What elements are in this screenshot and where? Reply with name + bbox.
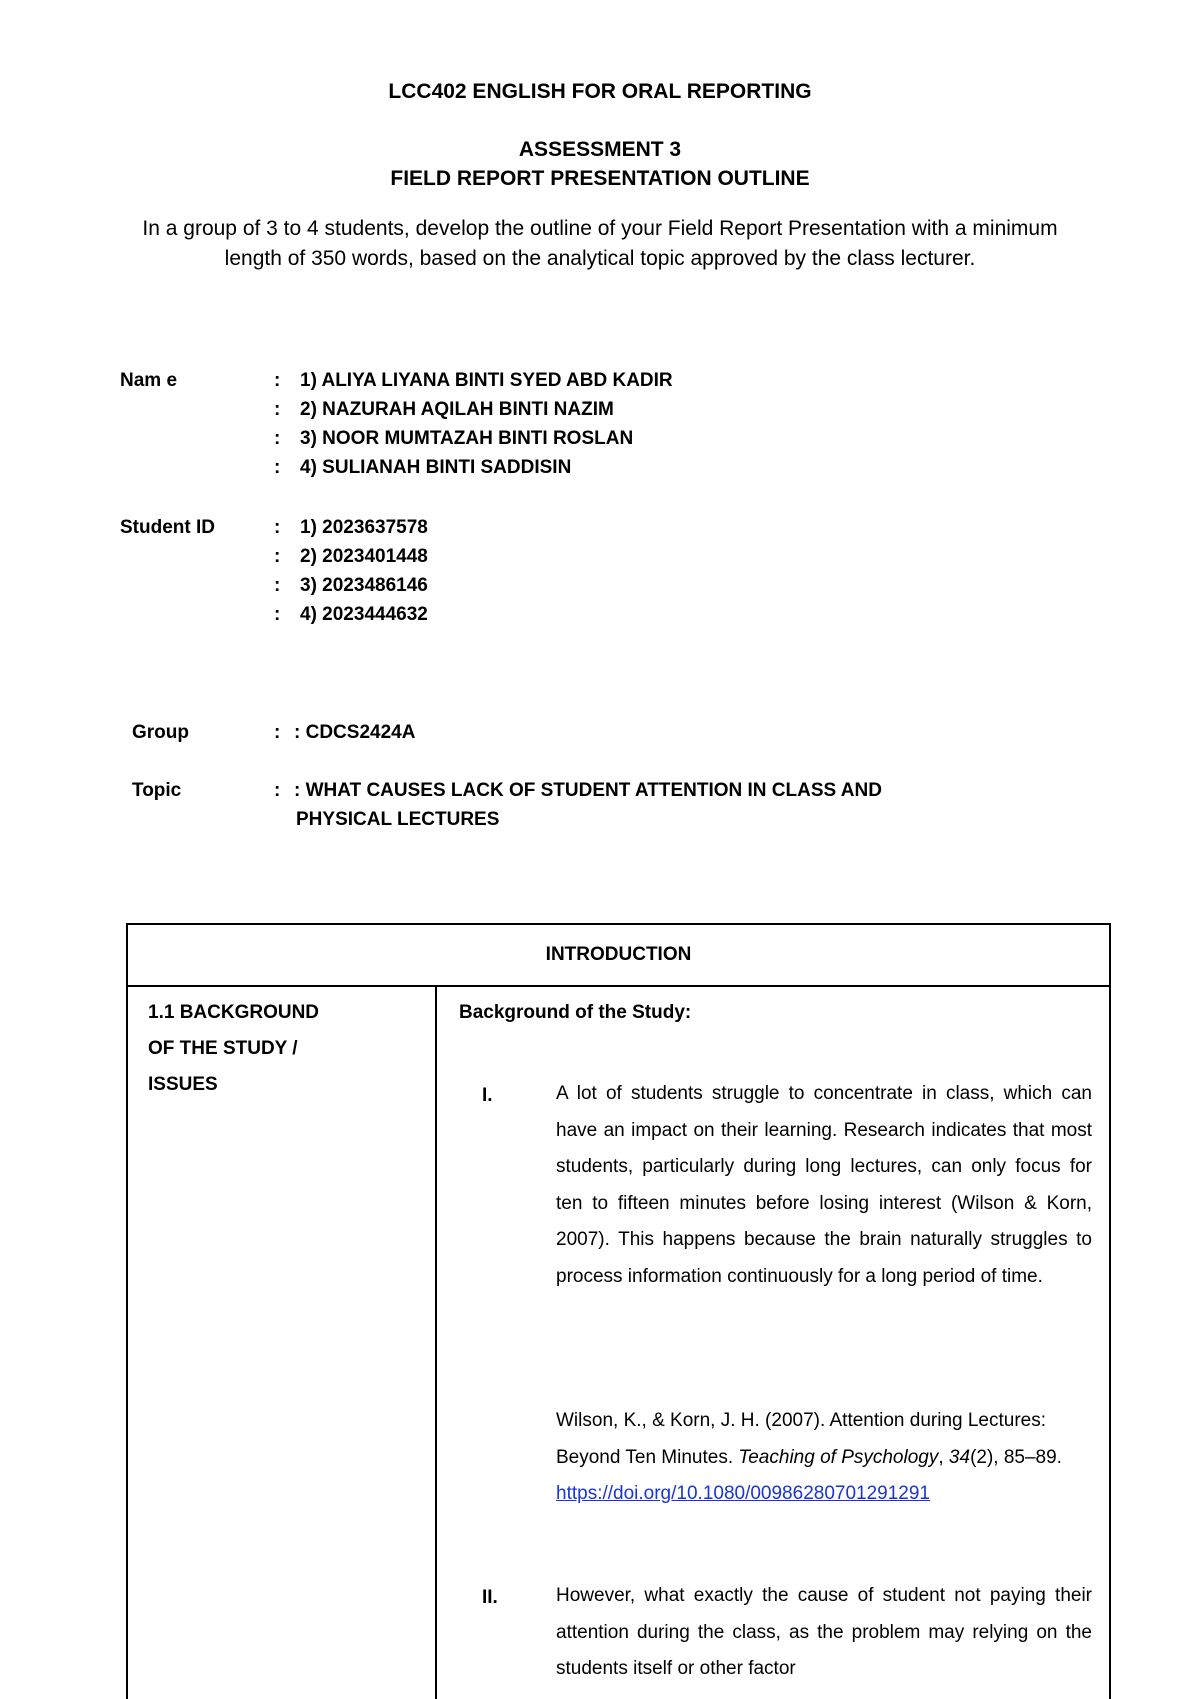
member-name: 3) NOOR MUMTAZAH BINTI ROSLAN — [300, 428, 634, 449]
name-colon-3: : — [274, 428, 281, 449]
name-colon-4: : — [274, 457, 281, 478]
topic-line-1: : WHAT CAUSES LACK OF STUDENT ATTENTION IN CLASS AND — [294, 780, 882, 801]
topic-colon: : — [274, 780, 281, 801]
reference-authors: Wilson, K., & Korn, J. H. (2007). Attention during Lectures: Beyond Ten Minutes. — [556, 1410, 1047, 1468]
topic-label: Topic — [132, 780, 182, 801]
section-label — [148, 995, 418, 1103]
student-id: 1) 2023637578 — [300, 517, 428, 538]
reference-pages: (2), 85–89. — [970, 1446, 1062, 1468]
instructions-text: In a group of 3 to 4 students, develop the outline of your Field Report Presentation with a minimum length of 350 words, based on the analytical topic approved by the class lecturer. — [142, 217, 1058, 270]
column-divider — [435, 985, 437, 1699]
item-text: A lot of students struggle to concentrate in class, which can have an impact on their learning. Research indicates that most students, particularly during long lectures, can only focus for ten to fifteen minutes before losing interest (Wilson & Korn, 2007). This happens because the brain naturally struggles to process information continuously for a long period of time. — [556, 1083, 1092, 1287]
item-numeral: I. — [482, 1085, 493, 1106]
section-label-line: 1.1 BACKGROUND — [148, 1002, 320, 1023]
member-name: 1) ALIYA LIYANA BINTI SYED ABD KADIR — [300, 370, 673, 391]
topic-line-2: PHYSICAL LECTURES — [296, 809, 500, 830]
doi-link[interactable]: https://doi.org/10.1080/00986280701291291 — [556, 1483, 930, 1504]
id-colon-3: : — [274, 575, 281, 596]
group-value: : CDCS2424A — [294, 722, 416, 743]
student-id-label: Student ID — [120, 517, 215, 538]
reference-entry — [556, 1403, 1092, 1513]
name-colon-2: : — [274, 399, 281, 420]
background-subheading: Background of the Study: — [459, 1002, 692, 1023]
id-colon-2: : — [274, 546, 281, 567]
id-colon-1: : — [274, 517, 281, 538]
name-label: Nam e — [120, 370, 178, 391]
item-text: However, what exactly the cause of student not paying their attention during the class, as the problem may relying on the students itself or other factor — [556, 1585, 1092, 1679]
reference-journal: Teaching of Psychology — [738, 1446, 939, 1468]
introduction-table — [126, 923, 1111, 1699]
assessment-number: ASSESSMENT 3 — [518, 138, 682, 161]
id-colon-4: : — [274, 604, 281, 625]
reference-sep: , — [938, 1446, 949, 1468]
section-label-line: ISSUES — [148, 1074, 218, 1095]
item-numeral: II. — [482, 1587, 498, 1608]
course-title: LCC402 ENGLISH FOR ORAL REPORTING — [388, 80, 812, 103]
member-name: 2) NAZURAH AQILAH BINTI NAZIM — [300, 399, 614, 420]
student-id: 3) 2023486146 — [300, 575, 428, 596]
introduction-heading: INTRODUCTION — [128, 925, 1109, 987]
group-label: Group — [132, 722, 189, 743]
reference-volume: 34 — [948, 1446, 971, 1468]
outline-title: FIELD REPORT PRESENTATION OUTLINE — [390, 167, 810, 190]
name-colon-1: : — [274, 370, 281, 391]
section-label-line: OF THE STUDY / — [148, 1038, 298, 1059]
member-name: 4) SULIANAH BINTI SADDISIN — [300, 457, 572, 478]
group-colon: : — [274, 722, 281, 743]
assessment-heading — [0, 135, 1200, 193]
student-id: 2) 2023401448 — [300, 546, 428, 567]
student-id: 4) 2023444632 — [300, 604, 428, 625]
